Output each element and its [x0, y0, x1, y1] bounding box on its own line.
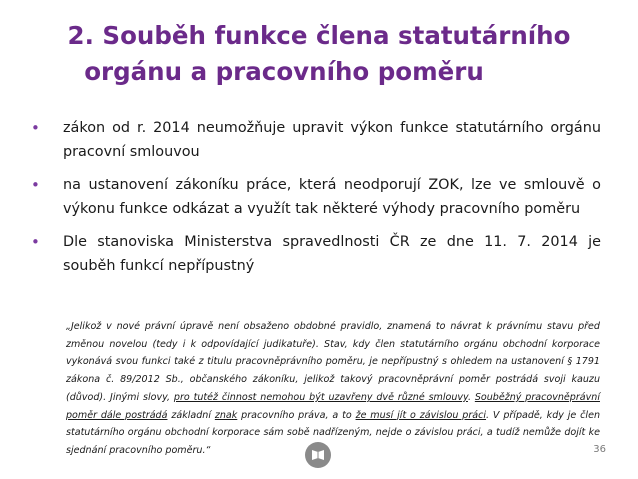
- quote-underlined-text: pro tutéž činnost nemohou být uzavřeny dvě různé smlouvy: [173, 391, 468, 403]
- page-number: 36: [593, 444, 606, 455]
- bullet-item: • Dle stanoviska Ministerstva spravedlnosti ČR ze dne 11. 7. 2014 je souběh funkcí nepřípustný: [31, 230, 601, 278]
- bullet-list: [31, 116, 601, 287]
- quote-text: .: [467, 391, 475, 403]
- quote-underlined-text: že musí jít o závislou práci: [355, 409, 487, 421]
- quote-text: pracovního práva, a to: [237, 409, 356, 421]
- slide-title-line-1: 2. Souběh funkce člena statutárního: [67, 21, 571, 50]
- quote-text: „Jelikož v nové právní úpravě není obsaženo obdobné pravidlo, znamená to návrat k právnímu stavu před změnou novelou (tedy i k odpovídající judikatuře). Stav, kdy člen statutárního orgánu obchodní korporace vykonává svou funkci také z titulu pracovněprávního poměru, je nepřípustný s ohledem na ustanovení § 1791 zákona č. 89/2012 Sb., občanského zákoníku, jelikož takový pracovněprávní poměr postrádá svoji kauzu (důvod). Jinými slovy,: [66, 321, 600, 403]
- bullet-item: • na ustanovení zákoníku práce, která neodporují ZOK, lze ve smlouvě o výkonu funkce odkázat a využít tak některé výhody pracovního poměru: [31, 173, 601, 221]
- slide-title: [0, 18, 638, 90]
- quote-block: [66, 318, 600, 460]
- bullet-item: • zákon od r. 2014 neumožňuje upravit výkon funkce statutárního orgánu pracovní smlouvou: [31, 116, 601, 164]
- quote-text: . V případě, kdy je člen statutárního orgánu obchodní korporace sám sobě nadřízeným, nejde o závislou práci, a tudíž nemůže dojít ke sjednání pracovního poměru.“: [66, 409, 600, 456]
- quote-text: základní: [167, 409, 215, 421]
- slide-title-line-2: orgánu a pracovního poměru: [84, 57, 484, 86]
- quote-underlined-text: znak: [214, 409, 238, 421]
- quote-underlined-text: Souběžný pracovněprávní poměr dále postrádá: [66, 391, 600, 421]
- university-logo-icon: [305, 442, 331, 468]
